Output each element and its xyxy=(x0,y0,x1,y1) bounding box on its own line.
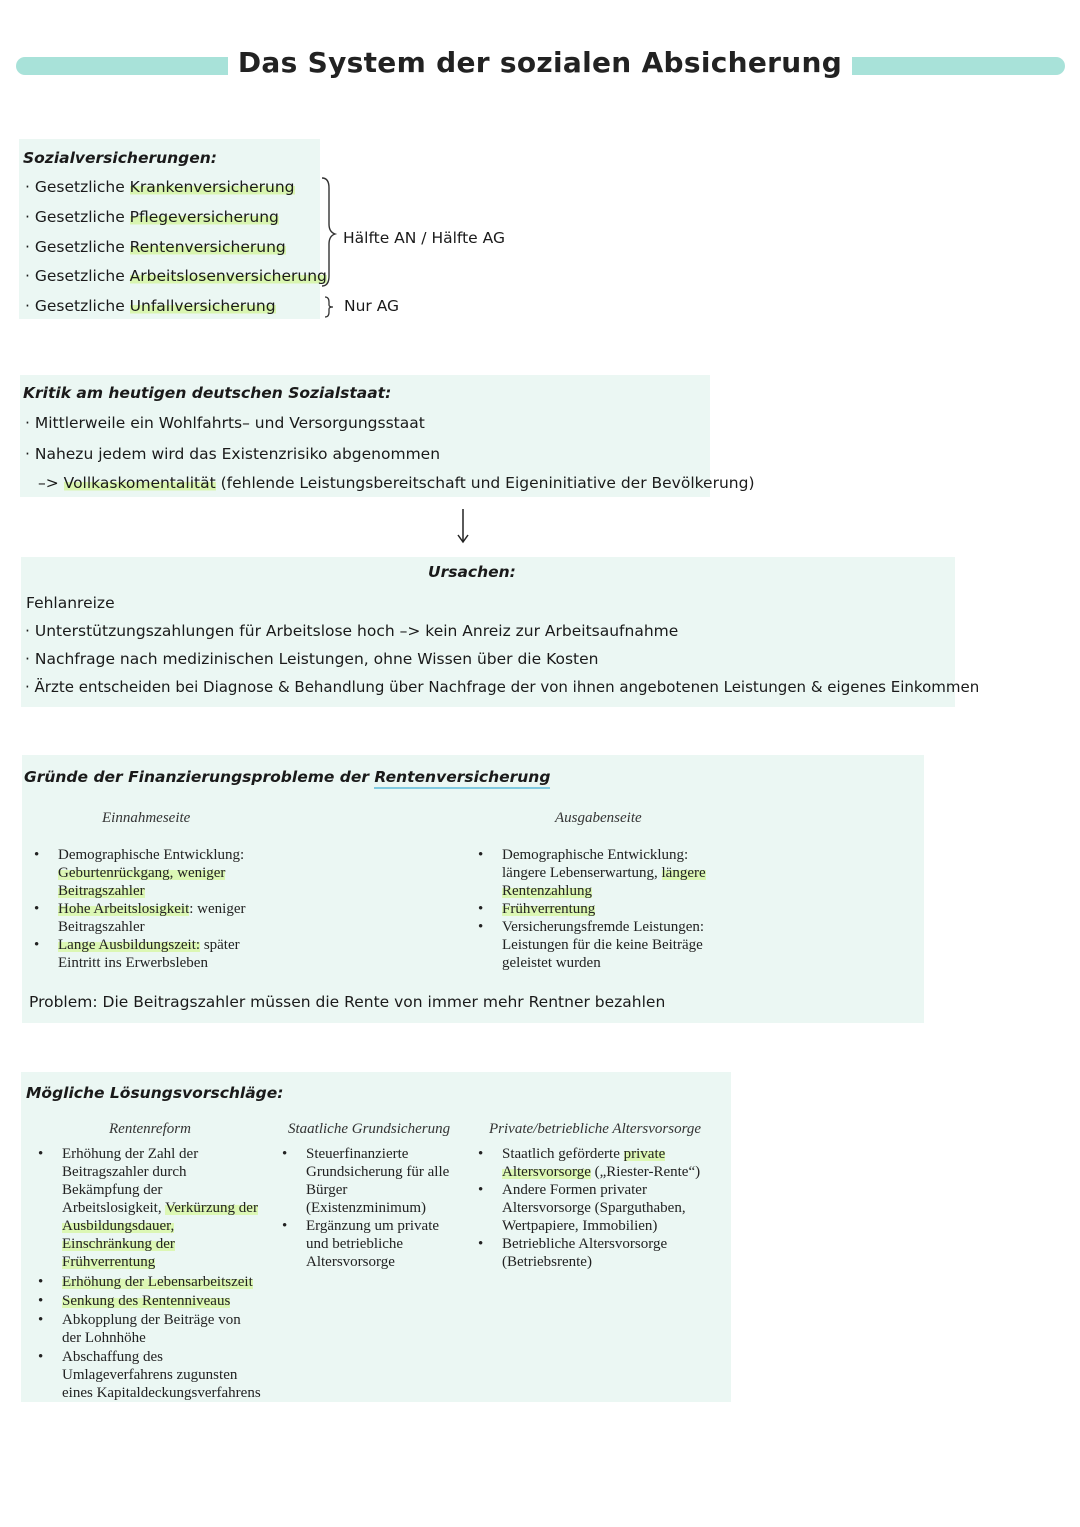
grundsicherung-list xyxy=(306,1145,476,1271)
rentenreform-item-lebensarbeitszeit: • Erhöhung der Lebensarbeitszeit xyxy=(62,1273,282,1291)
sv-item-arbeitslosen: · Gesetzliche Arbeitslosenversicherung xyxy=(25,267,327,285)
ursachen-item-3: · Ärzte entscheiden bei Diagnose & Behandlung über Nachfrage der von ihnen angebotenen Leistungen & eigenes Einkommen xyxy=(25,678,980,696)
rentenreform-heading: Rentenreform xyxy=(109,1121,191,1137)
ursachen-item-1: · Unterstützungszahlungen für Arbeitslose hoch –> kein Anreiz zur Arbeitsaufnahme xyxy=(25,622,679,640)
altersvorsorge-item-privat: • Andere Formen privater Altersvorsorge (Sparguthaben, Wertpapiere, Immobilien) xyxy=(502,1181,727,1235)
page-title: Das System der sozialen Absicherung xyxy=(0,46,1080,79)
sv-item-kranken: · Gesetzliche Krankenversicherung xyxy=(25,178,295,196)
gruende-problem: Problem: Die Beitragszahler müssen die Rente von immer mehr Rentner bezahlen xyxy=(29,993,666,1011)
rentenreform-item-abkopplung: • Abkopplung der Beiträge von der Lohnhöhe xyxy=(62,1311,282,1347)
note-nur-ag: Nur AG xyxy=(344,297,400,315)
rentenreform-item-umlageverfahren: • Abschaffung des Umlageverfahrens zugunsten eines Kapitaldeckungsverfahrens xyxy=(62,1348,282,1402)
altersvorsorge-item-betrieblich: • Betriebliche Altersvorsorge (Betriebsrente) xyxy=(502,1235,727,1271)
sv-item-pflege: · Gesetzliche Pflegeversicherung xyxy=(25,208,279,226)
sv-item-unfall: · Gesetzliche Unfallversicherung xyxy=(25,297,276,315)
ursachen-item-2: · Nachfrage nach medizinischen Leistungen, ohne Wissen über die Kosten xyxy=(25,650,599,668)
ausgabenseite-heading: Ausgabenseite xyxy=(555,810,642,826)
altersvorsorge-heading: Private/betriebliche Altersvorsorge xyxy=(489,1121,702,1137)
ursachen-heading: Ursachen: xyxy=(428,563,516,581)
down-arrow-icon xyxy=(455,507,471,545)
grundsicherung-item-ergaenzung: • Ergänzung um private und betriebliche Altersvorsorge xyxy=(306,1217,476,1271)
einnahme-item-demographie: • Demographische Entwicklung: Geburtenrückgang, weniger Beitragszahler xyxy=(58,846,318,900)
rentenreform-item-beitragszahler: • Erhöhung der Zahl der Beitragszahler durch Bekämpfung der Arbeitslosigkeit, Verkürzung der Ausbildungsdauer, Einschränkung der Frühverrentung xyxy=(62,1145,282,1271)
sv-item-renten: · Gesetzliche Rentenversicherung xyxy=(25,238,286,256)
ursachen-sub: Fehlanreize xyxy=(26,594,115,612)
einnahme-item-arbeitslosigkeit: • Hohe Arbeitslosigkeit: weniger Beitragszahler xyxy=(58,900,318,936)
altersvorsorge-item-riester: • Staatlich geförderte private Altersvorsorge („Riester-Rente“) xyxy=(502,1145,727,1181)
brace-ag xyxy=(322,295,336,319)
ausgabe-item-fruehverrentung: • Frühverrentung xyxy=(502,900,762,918)
grundsicherung-item-steuer: • Steuerfinanzierte Grundsicherung für alle Bürger (Existenzminimum) xyxy=(306,1145,476,1217)
kritik-line-1: · Mittlerweile ein Wohlfahrts– und Versorgungsstaat xyxy=(25,414,425,432)
einnahme-item-ausbildung: • Lange Ausbildungszeit: später Eintritt ins Erwerbsleben xyxy=(58,936,318,972)
sozialversicherungen-heading: Sozialversicherungen: xyxy=(23,149,218,167)
grundsicherung-heading: Staatliche Grundsicherung xyxy=(288,1121,451,1137)
loesungen-heading: Mögliche Lösungsvorschläge: xyxy=(26,1084,284,1102)
einnahmeseite-list xyxy=(58,846,318,972)
ausgabe-item-versicherungsfremd: • Versicherungsfremde Leistungen: Leistungen für die keine Beiträge geleistet wurden xyxy=(502,918,762,972)
kritik-line-2: · Nahezu jedem wird das Existenzrisiko abgenommen xyxy=(25,445,441,463)
einnahmeseite-heading: Einnahmeseite xyxy=(102,810,191,826)
ausgabe-item-demographie: • Demographische Entwicklung: längere Lebenserwartung, längere Rentenzahlung xyxy=(502,846,762,900)
gruende-heading: Gründe der Finanzierungsprobleme der Rentenversicherung xyxy=(24,768,550,786)
note-half-an-ag: Hälfte AN / Hälfte AG xyxy=(343,229,505,247)
ausgabenseite-list xyxy=(502,846,762,972)
altersvorsorge-list xyxy=(502,1145,727,1271)
brace-half xyxy=(318,176,338,288)
rentenreform-item-rentenniveau: • Senkung des Rentenniveaus xyxy=(62,1292,282,1310)
kritik-line-3: –> Vollkaskomentalität (fehlende Leistungsbereitschaft und Eigeninitiative der Bevölkerung) xyxy=(38,474,755,492)
kritik-heading: Kritik am heutigen deutschen Sozialstaat: xyxy=(23,384,392,402)
rentenreform-list xyxy=(62,1145,282,1402)
